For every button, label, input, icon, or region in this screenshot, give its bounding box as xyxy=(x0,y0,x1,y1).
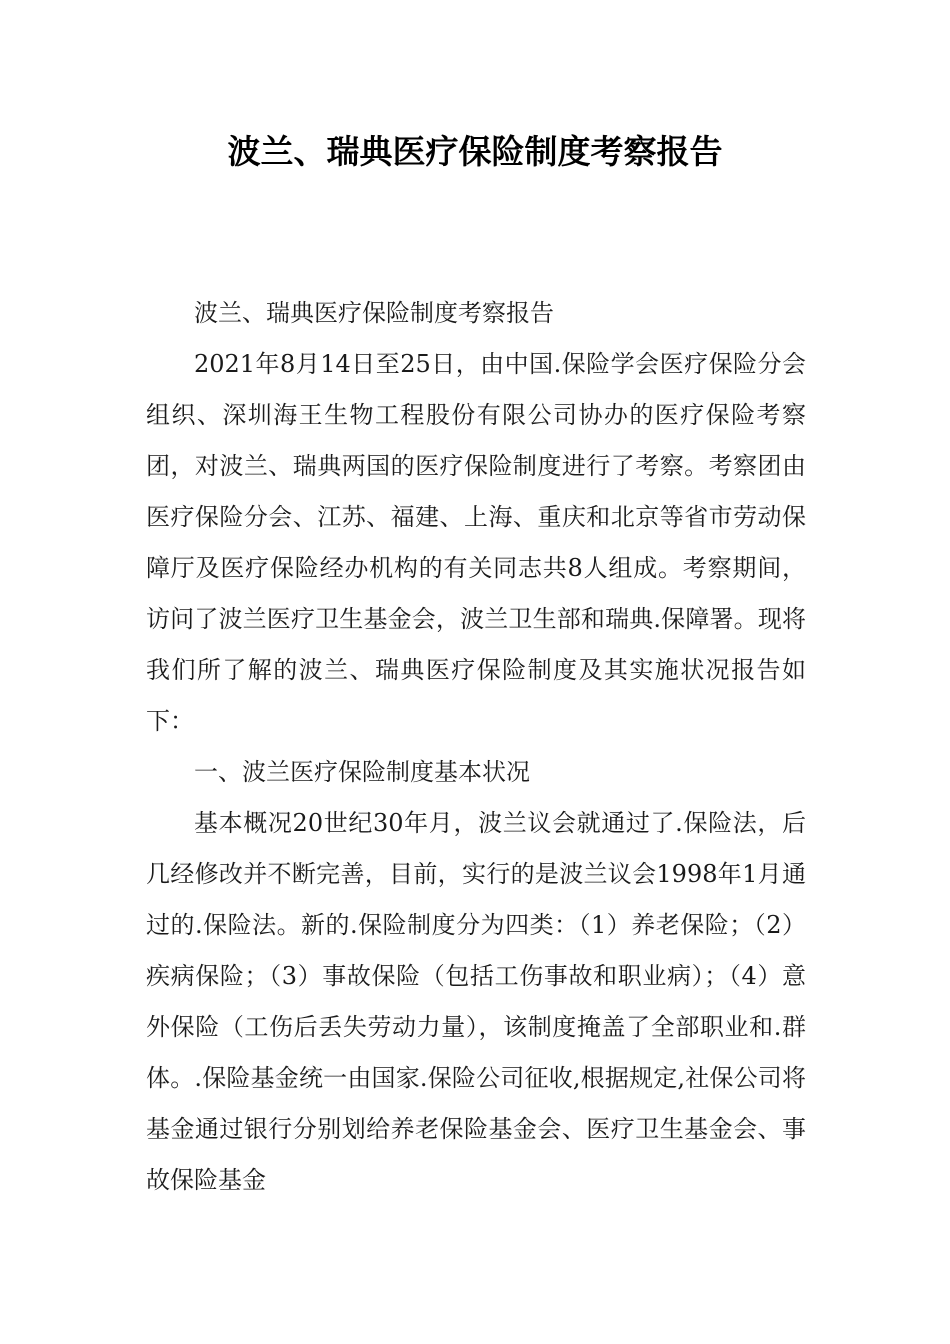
section-heading-poland: 一、波兰医疗保险制度基本状况 xyxy=(194,758,530,786)
document-title: 波兰、瑞典医疗保险制度考察报告 xyxy=(227,132,723,171)
paragraph-overview: 基本概况20世纪30年月，波兰议会就通过了.保险法，后几经修改并不断完善，目前，实行的是波兰议会1998年1月通过的.保险法。新的.保险制度分为四类：（1）养老保险；（2）疾病保险；（3）事故保险（包括工伤事故和职业病）；（4）意外保险（工伤后丢失劳动力量），该制度掩盖了全部职业和.群体。.保险基金统一由国家.保险公司征收,根据规定,社保公司将基金通过银行分别划给养老保险基金会、医疗卫生基金会、事故保险基金 xyxy=(146,809,806,1194)
paragraph-heading: 波兰、瑞典医疗保险制度考察报告 xyxy=(194,299,554,327)
document-body xyxy=(146,288,806,1206)
paragraph-intro: 2021年8月14日至25日，由中国.保险学会医疗保险分会组织、深圳海王生物工程股份有限公司协办的医疗保险考察团，对波兰、瑞典两国的医疗保险制度进行了考察。考察团由医疗保险分会、江苏、福建、上海、重庆和北京等省市劳动保障厅及医疗保险经办机构的有关同志共8人组成。考察期间，访问了波兰医疗卫生基金会，波兰卫生部和瑞典.保障署。现将我们所了解的波兰、瑞典医疗保险制度及其实施状况报告如下： xyxy=(146,350,806,735)
